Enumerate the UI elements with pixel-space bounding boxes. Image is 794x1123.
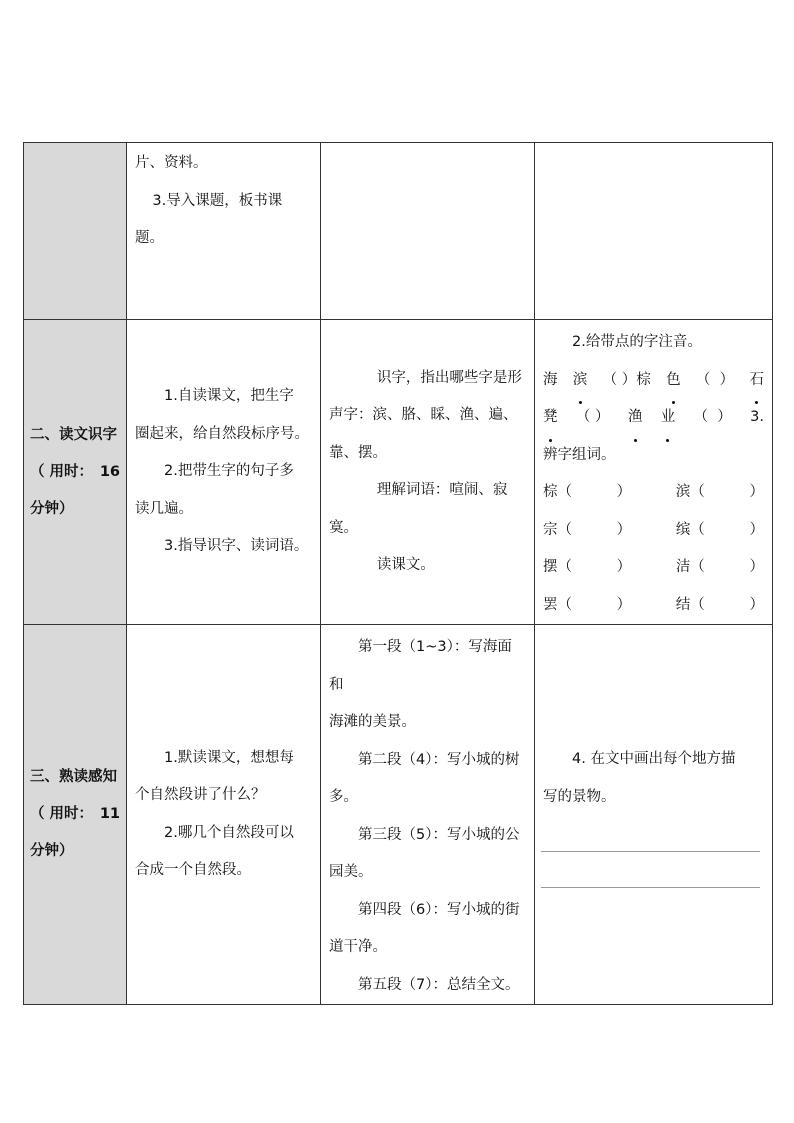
table-row	[24, 625, 773, 1005]
text-line: 多。	[329, 789, 358, 805]
text-line: 第二段（4）：写小城的树	[358, 751, 520, 768]
pair-left: 棕（	[543, 484, 572, 500]
text-line: 靠、摆。	[329, 444, 387, 461]
text-line: 理解词语：喧闹、寂寞。	[329, 482, 508, 536]
char: 海	[543, 371, 558, 388]
table-row	[24, 143, 773, 320]
text-line: 片、资料。	[135, 155, 208, 171]
pair-right-close: ）	[749, 559, 764, 575]
answer-line[interactable]	[541, 816, 760, 852]
text-line: 辨字组词。	[543, 446, 616, 463]
text-line: 个自然段讲了什么？	[135, 787, 266, 803]
lesson-plan-table	[23, 142, 773, 1005]
teacher-activity-cell	[127, 625, 321, 1005]
time-prefix: （ 用时：	[30, 463, 94, 480]
pair-right-close: ）	[749, 521, 764, 538]
dotted-char: 滨	[573, 362, 588, 400]
stage-cell	[24, 320, 127, 625]
pair-left-close: ）	[616, 521, 632, 538]
answer-line[interactable]	[541, 852, 760, 888]
text-line: 海滩的美景。	[329, 714, 416, 730]
pair-right: 缤（	[675, 521, 705, 538]
text-line: 题。	[135, 230, 164, 246]
dotted-char: 业	[661, 399, 676, 437]
student-activity-cell	[321, 625, 535, 1005]
pinyin-line	[543, 362, 764, 400]
exercise-cell	[535, 143, 773, 320]
blank: （ ）棕	[602, 371, 651, 388]
text-line: 第三段（5）：写小城的公	[358, 826, 520, 843]
blank: （ ）	[695, 371, 735, 388]
blank: （ ）	[693, 409, 732, 425]
text-line: 识字，指出哪些字是形	[376, 369, 522, 386]
pair-left: 摆（	[543, 559, 572, 575]
dotted-char: 色	[666, 362, 681, 400]
stage-title: 三、熟读感知	[30, 769, 117, 785]
exercise-intro: 2.给带点的字注音。	[572, 334, 702, 350]
text-line: 3.指导识字、读词语。	[164, 538, 309, 555]
stage-time	[30, 454, 120, 491]
item-number: 3.	[750, 409, 764, 425]
student-activity-cell	[321, 143, 535, 320]
word-pair-line	[543, 549, 764, 587]
text-line: 第五段（7）：总结全文。	[358, 976, 520, 993]
text-line: 第四段（6）：写小城的街	[358, 901, 520, 918]
pair-right-close: ）	[749, 596, 764, 613]
exercise-cell	[535, 625, 773, 1005]
text-line: 声字：滨、胳、睬、渔、遍、	[329, 407, 518, 423]
pair-left-close: ）	[616, 484, 632, 500]
pair-right: 滨（	[675, 484, 705, 500]
text-line: 写的景物。	[543, 788, 616, 805]
text-line: 读课文。	[376, 557, 435, 573]
stage-cell	[24, 625, 127, 1005]
word-pair-line	[543, 587, 764, 625]
pinyin-line	[543, 399, 764, 437]
text-line: 2.把带生字的句子多	[164, 463, 294, 480]
time-suffix: 分钟）	[30, 500, 74, 517]
stage-time	[30, 796, 120, 833]
time-prefix: （ 用时：	[30, 806, 94, 822]
student-activity-cell	[321, 320, 535, 625]
pair-right-close: ）	[749, 484, 764, 500]
time-suffix: 分钟）	[30, 843, 74, 859]
text-line: 1.默读课文，想想每	[164, 749, 294, 766]
pair-left-close: ）	[616, 559, 632, 575]
teacher-activity-cell	[127, 143, 321, 320]
text-line: 道干净。	[329, 939, 387, 955]
teacher-activity-cell	[127, 320, 321, 625]
pair-left-close: ）	[616, 596, 632, 613]
dotted-char: 石	[749, 362, 764, 400]
text-line: 3.导入课题，板书课	[152, 192, 283, 209]
text-line: 1.自读课文，把生字	[164, 388, 294, 405]
dotted-char: 凳	[543, 399, 558, 437]
text-line: 读几遍。	[135, 500, 193, 517]
text-line: 圈起来，给自然段标序号。	[135, 425, 309, 442]
pair-left: 宗（	[543, 521, 572, 538]
text-line: 园美。	[329, 864, 373, 880]
text-line: 4. 在文中画出每个地方描	[572, 751, 736, 767]
blank: （ ）	[575, 409, 610, 425]
text-line: 第一段（1~3）：写海面和	[329, 639, 512, 693]
word-pair-line	[543, 512, 764, 550]
pair-left: 罢（	[543, 596, 572, 613]
table-row	[24, 320, 773, 625]
exercise-cell	[535, 320, 773, 625]
time-value: 11	[99, 806, 120, 822]
stage-title: 二、读文识字	[30, 426, 117, 443]
pair-right: 洁（	[675, 559, 705, 575]
time-value: 16	[99, 463, 120, 480]
dotted-char: 渔	[628, 399, 643, 437]
pair-right: 结（	[675, 596, 705, 613]
word-pair-line	[543, 474, 764, 512]
text-line: 2.哪几个自然段可以	[164, 824, 294, 841]
stage-cell	[24, 143, 127, 320]
text-line: 合成一个自然段。	[135, 862, 251, 878]
